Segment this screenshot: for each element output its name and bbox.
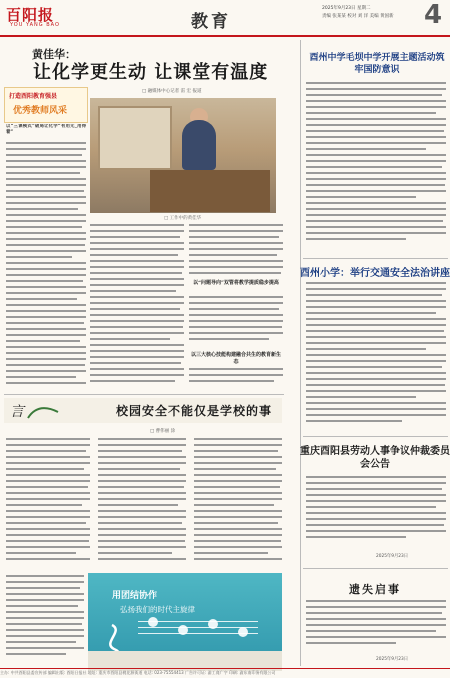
right-story-1-text-lines <box>306 80 446 256</box>
school-safety-text-lines <box>6 436 282 568</box>
column-divider <box>300 40 301 666</box>
banner-bottom-text: 优秀教师风采 <box>13 106 68 116</box>
masthead-rule <box>0 35 450 37</box>
svg-text:言: 言 <box>10 404 24 420</box>
school-safety-body-cont <box>6 573 84 665</box>
section-title: 教育 <box>191 12 231 32</box>
teacher-feature-banner <box>4 87 88 123</box>
lead-section-head-2: 以“问题导向”双管将教学提质稳步提高 <box>193 280 279 286</box>
lead-headline: 让化学更生动 让课堂有温度 <box>33 62 269 83</box>
banner-top-text: 打造酉阳教育强县 <box>9 93 58 100</box>
lead-column-2 <box>90 222 184 390</box>
right-story-4-body <box>306 598 446 654</box>
right-story-3-title: 重庆酉阳县劳动人事争议仲裁委员会公告 <box>300 446 450 470</box>
school-safety-text-lines-2 <box>6 573 84 665</box>
right-divider-1 <box>303 258 448 259</box>
page-number: 4 <box>424 0 443 30</box>
school-safety-byline: □ 曹伟丽 涂 <box>150 429 176 434</box>
page-footer: 主办: 中共酉阳县委宣传部 编辑出版: 酉阳日报社 地址: 重庆市酉阳县桃花源街道 电话: 023-75554413 广告许可证: 渝工商广字 印刷: 渝东南印务有限公司 <box>0 668 450 676</box>
lead-photo <box>90 98 276 213</box>
school-safety-title: 校园安全不能仅是学校的事 <box>116 404 273 418</box>
mid-divider <box>4 394 284 395</box>
issue-date: 2025年9月23日 星期二 <box>322 6 371 11</box>
issue-date-box <box>322 5 394 21</box>
newspaper-logo-subtitle: YOU YANG BAO <box>10 22 60 28</box>
right-divider-2 <box>303 436 448 437</box>
person-body-graphic <box>182 120 216 170</box>
column-2-text-lines <box>90 222 184 390</box>
column-3-text-lines <box>189 222 283 390</box>
lead-column-3 <box>189 222 283 390</box>
desk-graphic <box>150 170 270 212</box>
school-safety-body <box>6 436 282 568</box>
right-story-3-date: 2025年9月23日 <box>376 554 409 559</box>
music-note-icon <box>148 617 158 627</box>
right-story-3-body <box>306 474 446 564</box>
editor-credits: 责编 张某某 校对 刘 洋 美编 黄国新 <box>322 14 394 19</box>
lead-photo-caption: □ 工作中的黄佳华 <box>164 216 202 221</box>
lead-byline: □ 融媒体中心记者 雷 宏 报道 <box>142 89 202 94</box>
ad-subtitle: 弘扬我们的时代主旋律 <box>120 605 195 614</box>
lead-subheadline: 黄佳华： <box>32 48 76 61</box>
right-story-2-title: 酉州小学：举行交通安全法治讲座 <box>300 268 450 279</box>
right-story-1-body <box>306 80 446 256</box>
right-story-2-body <box>306 280 446 428</box>
right-story-1-title: 酉州中学毛坝中学开展主题活动筑牢国防意识 <box>309 53 445 75</box>
lead-section-head-3: 以三大核心技能构建融合共生的教育新生态 <box>190 352 281 365</box>
lead-column-1-lines <box>6 140 86 388</box>
column-1-text-lines <box>6 140 86 388</box>
newspaper-logo: 百阳报 <box>6 6 55 24</box>
right-divider-3 <box>303 568 448 569</box>
right-story-4-text-lines <box>306 598 446 654</box>
right-story-2-text-lines <box>306 280 446 428</box>
music-note-icon <box>208 619 218 629</box>
bookshelf-graphic <box>98 106 172 170</box>
right-story-4-title: 遗失启事 <box>349 583 401 596</box>
right-story-4-date: 2025年9月23日 <box>376 657 409 662</box>
decor-brush-icon <box>6 398 66 423</box>
ad-title: 用团结协作 <box>112 591 158 601</box>
music-note-icon <box>238 627 248 637</box>
music-note-icon <box>178 625 188 635</box>
right-story-3-text-lines <box>306 474 446 564</box>
lead-section-head-1: 以“三课模式”破局让化学“有用无_用得着” <box>6 124 86 136</box>
